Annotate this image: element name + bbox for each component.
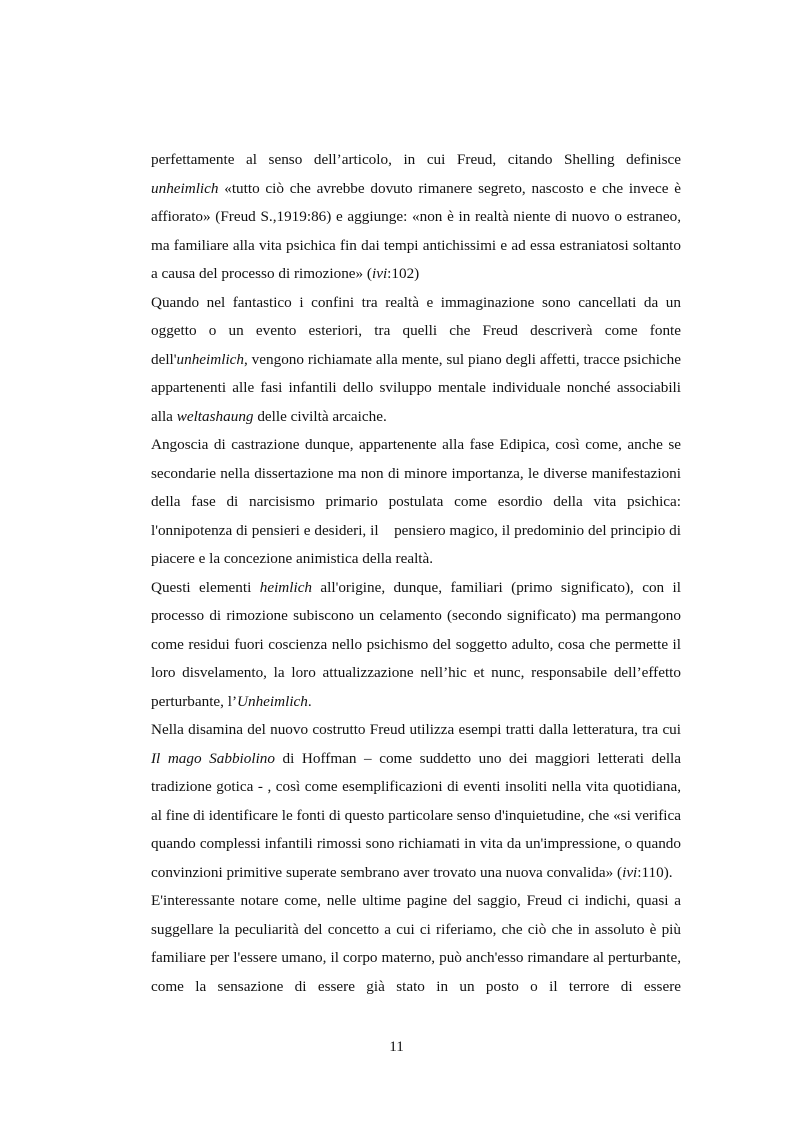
italic-term: weltashaung — [176, 407, 254, 425]
italic-citation: ivi — [371, 265, 388, 282]
italic-citation: ivi — [622, 863, 638, 881]
text-run: Questi elementi — [151, 578, 260, 596]
paragraph — [151, 146, 681, 289]
text-run: Nella disamina del nuovo costrutto Freud utilizza esempi tratti dalla letteratura, tra cui — [151, 721, 681, 738]
paragraph — [151, 887, 681, 1001]
text-run: perfettamente al senso dell’articolo, in cui Freud, citando Shelling definisce — [151, 151, 681, 168]
italic-term: heimlich — [259, 578, 313, 596]
text-run: , vengono richiamate alla mente, sul piano degli affetti, tracce psichiche appartenenti alle fasi infantili dello sviluppo mentale individuale nonché associabili alla — [151, 350, 681, 425]
paragraph — [151, 289, 681, 432]
italic-term: Unheimlich — [237, 692, 308, 710]
paragraph — [151, 431, 685, 574]
text-run: delle civiltà arcaiche. — [253, 407, 387, 425]
text-run: :110). — [637, 863, 673, 881]
page-number: 11 — [389, 1038, 404, 1055]
text-run: Quando nel fantastico i confini tra realtà e immaginazione sono cancellati da un oggetto o un evento esteriori, tra quelli che Freud descriverà come fonte dell' — [151, 293, 681, 368]
italic-term: unheimlich — [151, 179, 219, 197]
text-run: :102) — [387, 265, 420, 282]
italic-term: unheimlich — [176, 350, 244, 368]
paragraph — [151, 716, 681, 887]
text-run: Angoscia di castrazione dunque, appartenente alla fase Edipica, così come, anche se secondarie nella dissertazione ma non di minore importanza, le diverse manifestazioni della fase di narcisismo primario postulata come esordio della vita psichica: l'onnipotenza di pensieri e desideri, il pensiero magico, il predominio del principio di piacere e la concezione animistica della realtà. — [151, 436, 685, 567]
body-text — [151, 146, 685, 1001]
text-run: . — [307, 692, 312, 710]
text-run: «tutto ciò che avrebbe dovuto rimanere segreto, nascosto e che invece è affiorato» (Freud S.,1919:86) e aggiunge: «non è in realtà niente di nuovo o estraneo, ma familiare alla vita psichica fin dai tempi antichissimi e ad essa estraniatosi soltanto a causa del processo di rimozione» ( — [151, 179, 681, 282]
text-run: all'origine, dunque, familiari (primo significato), con il processo di rimozione subiscono un celamento (secondo significato) ma permangono come residui fuori coscienza nello psichismo del soggetto adulto, cosa che permette il loro disvelamento, la loro attualizzazione nell’hic et nunc, responsabile dell’effetto perturbante, l’ — [151, 578, 681, 710]
text-run: di Hoffman – come suddetto uno dei maggiori letterati della tradizione gotica - , così come esemplificazioni di eventi insoliti nella vita quotidiana, al fine di identificare le fonti di questo particolare senso d'inquietudine, che «si verifica quando complessi infantili rimossi sono richiamati in vita da un'impressione, o quando convinzioni primitive superate sembrano aver trovato una nuova convalida» ( — [151, 749, 682, 881]
italic-title: Il mago Sabbiolino — [151, 749, 275, 767]
paragraph — [151, 574, 681, 717]
text-run: E'interessante notare come, nelle ultime pagine del saggio, Freud ci indichi, quasi a suggellare la peculiarità del concetto a cui ci riferiamo, che ciò che in assoluto è più familiare per l'essere umano, il corpo materno, può anch'esso rimandare al perturbante, come la sensazione di essere già stato in un posto o il terrore di essere — [151, 892, 681, 995]
